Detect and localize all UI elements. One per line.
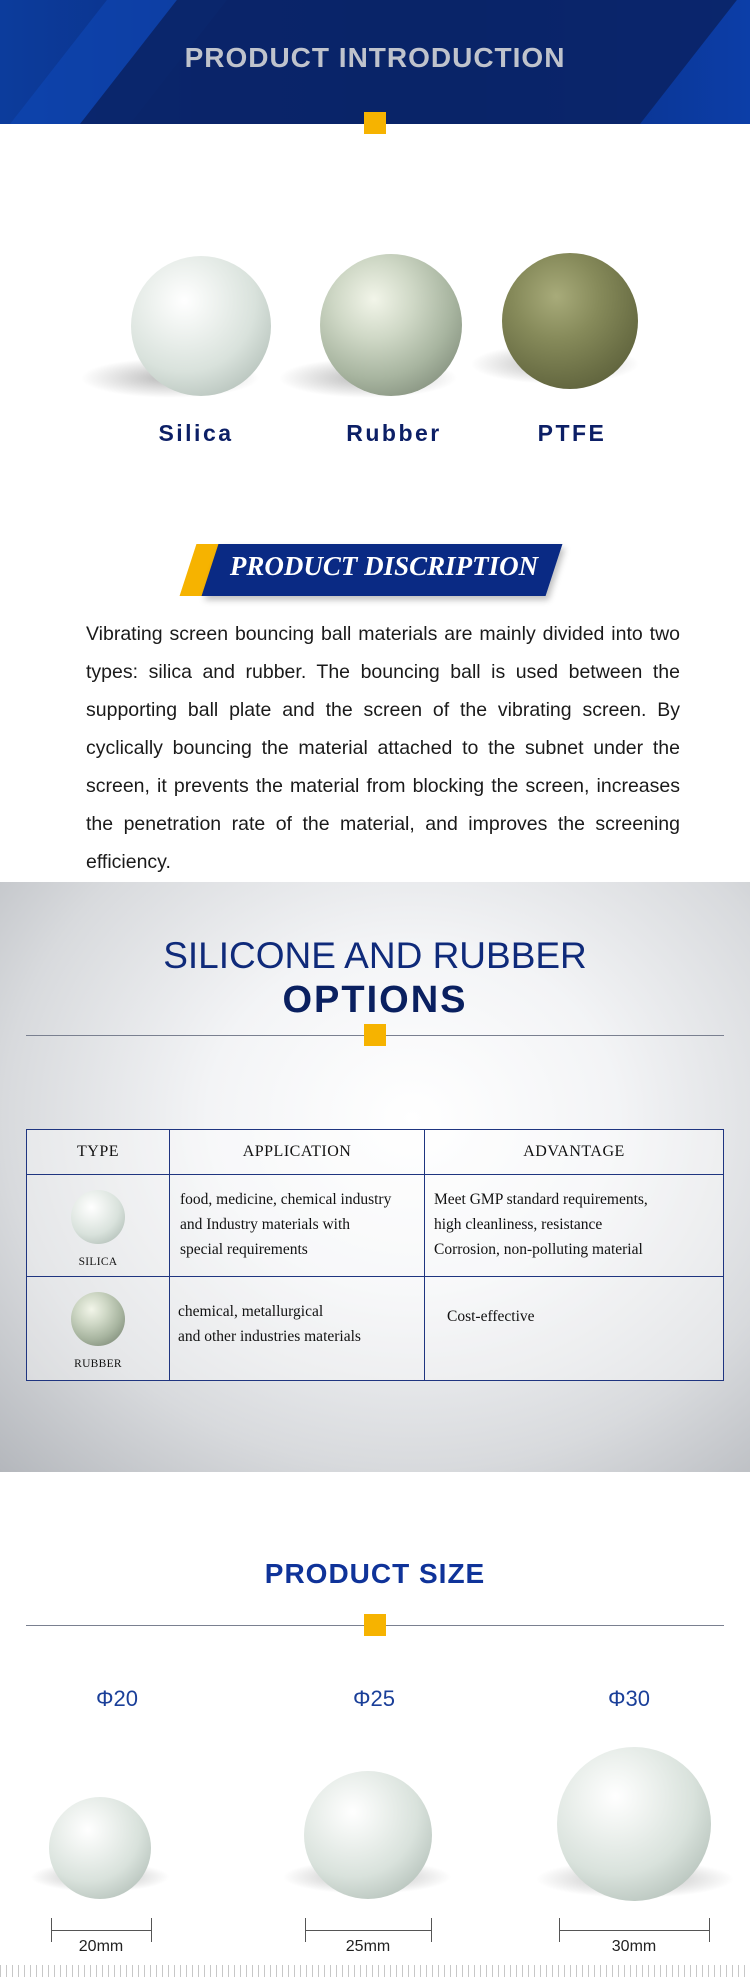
application-line: and other industries materials <box>178 1328 361 1345</box>
size-dimension-label: 20mm <box>78 1938 124 1955</box>
silica-ball-image <box>131 256 271 396</box>
dimension-line <box>51 1930 151 1931</box>
section-marker <box>364 1614 386 1636</box>
section-marker <box>364 112 386 134</box>
type-cell <box>27 1175 170 1277</box>
size-section-title: PRODUCT SIZE <box>264 1558 486 1589</box>
rubber-thumbnail <box>71 1292 125 1346</box>
page-title: PRODUCT INTRODUCTION <box>184 42 566 73</box>
dimension-line <box>305 1930 431 1931</box>
dimension-line <box>559 1930 709 1931</box>
size-diameter-label: Φ25 <box>352 1686 396 1711</box>
column-header-advantage: ADVANTAGE <box>425 1130 724 1175</box>
silica-thumbnail <box>71 1190 125 1244</box>
type-cell <box>27 1277 170 1381</box>
application-line: chemical, metallurgical <box>178 1303 324 1320</box>
advantage-line: Cost-effective <box>447 1308 535 1325</box>
application-cell <box>170 1277 425 1381</box>
size-dimension-label: 25mm <box>345 1938 391 1955</box>
rubber-ball-image <box>320 254 462 396</box>
table-row <box>27 1175 724 1277</box>
description-title: PRODUCT DISCRIPTION <box>229 551 539 581</box>
column-header-application: APPLICATION <box>170 1130 425 1175</box>
advantage-line: Corrosion, non-polluting material <box>434 1241 643 1258</box>
advantage-line: Meet GMP standard requirements, <box>434 1191 648 1208</box>
advantage-cell <box>425 1277 724 1381</box>
table-header-row <box>27 1130 724 1175</box>
table-row <box>27 1277 724 1381</box>
material-label-rubber: Rubber <box>346 420 442 446</box>
size-dimension-label: 30mm <box>611 1938 657 1955</box>
column-header-type: TYPE <box>27 1130 170 1175</box>
options-table <box>26 1129 724 1381</box>
ptfe-ball-image <box>502 253 638 389</box>
silica-ball-20mm-image <box>49 1797 151 1899</box>
application-line: and Industry materials with <box>180 1216 351 1233</box>
application-line: special requirements <box>180 1241 308 1258</box>
material-label-silica: Silica <box>158 420 234 446</box>
advantage-cell <box>425 1175 724 1277</box>
size-diameter-label: Φ20 <box>95 1686 139 1711</box>
silica-ball-25mm-image <box>304 1771 432 1899</box>
advantage-line: high cleanliness, resistance <box>434 1216 603 1233</box>
silica-ball-30mm-image <box>557 1747 711 1901</box>
type-label: SILICA <box>78 1256 118 1268</box>
description-text: Vibrating screen bouncing ball materials are mainly divided into two types: silica and rubber. The bouncing ball is used between the supporting ball plate and the screen of the vibrating screen. By cyclically bouncing the material attached to the subnet under the screen, it prevents the material from blocking the screen, increases the penetration rate of the material, and improves the screening efficiency. <box>86 623 680 873</box>
options-title-line2: OPTIONS <box>282 979 468 1021</box>
dimension-tick <box>709 1918 710 1942</box>
size-diameter-label: Φ30 <box>607 1686 651 1711</box>
type-label: RUBBER <box>74 1358 122 1370</box>
application-line: food, medicine, chemical industry <box>180 1191 392 1208</box>
application-cell <box>170 1175 425 1277</box>
options-title-line1: SILICONE AND RUBBER <box>163 935 587 976</box>
ruler-decoration <box>0 1965 750 1977</box>
section-marker <box>364 1024 386 1046</box>
material-label-ptfe: PTFE <box>537 420 607 446</box>
